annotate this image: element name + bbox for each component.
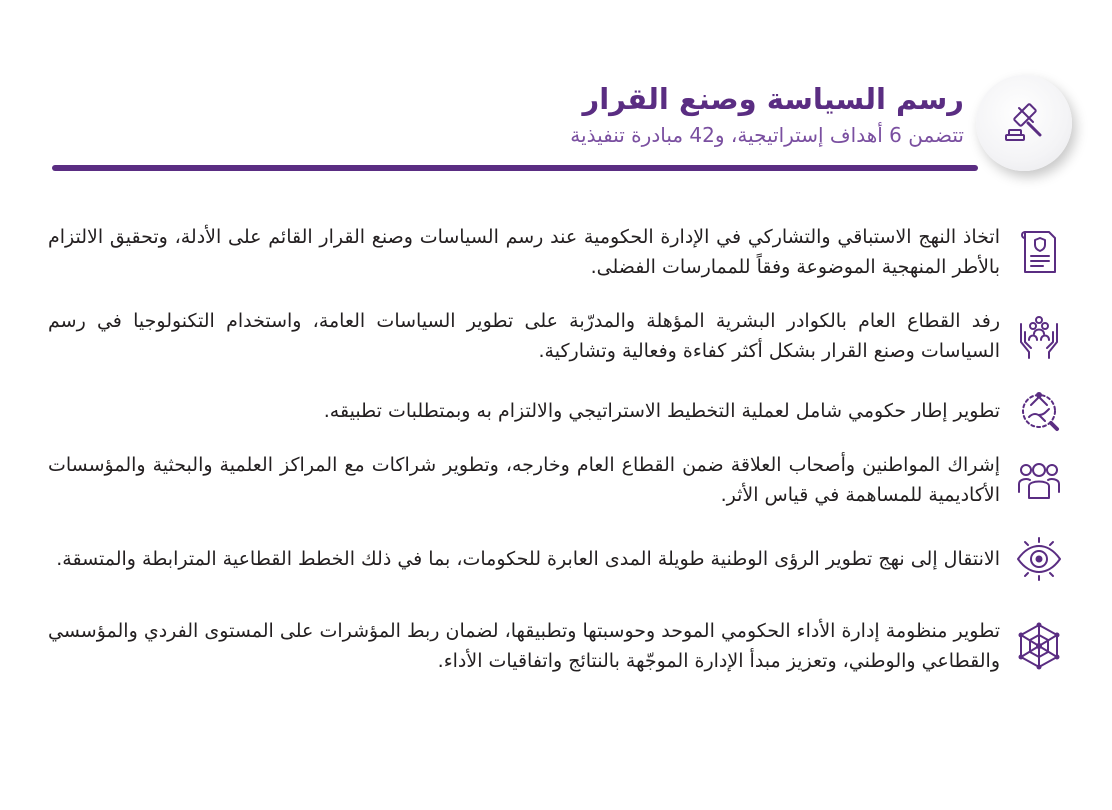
objective-text: اتخاذ النهج الاستباقي والتشاركي في الإدارة الحكومية عند رسم السياسات وصنع القرار القائم على الأدلة، وتحقيق الالتزام بالأطر المنهجية الموضوعة وفقاً للممارسات الفضلى. <box>48 226 1000 278</box>
page-subtitle: تتضمن 6 أهداف إستراتيجية، و42 مبادرة تنفيذية <box>570 123 964 147</box>
objective-item-4 <box>48 450 1064 510</box>
network-hexagon-icon <box>1014 621 1064 671</box>
hands-people-icon <box>1014 311 1064 361</box>
objective-item-1 <box>48 222 1064 282</box>
eye-vision-icon <box>1014 534 1064 584</box>
header-divider <box>52 165 978 171</box>
objective-text: الانتقال إلى نهج تطوير الرؤى الوطنية طويلة المدى العابرة للحكومات، بما في ذلك الخطط القطاعية المترابطة والمتسقة. <box>56 548 1000 570</box>
objective-text: تطوير منظومة إدارة الأداء الحكومي الموحد وحوسبتها وتطبيقها، لضمان ربط المؤشرات على المستوى الفردي والمؤسسي والقطاعي والوطني، وتعزيز مبدأ الإدارة الموجّهة بالنتائج واتفاقيات الأداء. <box>48 620 1000 672</box>
gavel-icon <box>1000 99 1048 147</box>
objective-text: تطوير إطار حكومي شامل لعملية التخطيط الاستراتيجي والالتزام به وبمتطلبات تطبيقه. <box>323 400 1000 422</box>
document-certificate-icon <box>1014 227 1064 277</box>
objective-item-5 <box>48 534 1064 584</box>
objective-item-3 <box>48 386 1064 436</box>
header-icon-badge <box>976 75 1072 171</box>
objective-item-2 <box>48 306 1064 366</box>
gear-hand-pen-icon <box>1014 386 1064 436</box>
people-group-icon <box>1014 455 1064 505</box>
page-title: رسم السياسة وصنع القرار <box>582 82 964 116</box>
objective-text: إشراك المواطنين وأصحاب العلاقة ضمن القطاع العام وخارجه، وتطوير شراكات مع المراكز العلمية والبحثية والمؤسسات الأكاديمية للمساهمة في قياس الأثر. <box>48 454 1000 506</box>
header <box>570 80 964 150</box>
objective-text: رفد القطاع العام بالكوادر البشرية المؤهلة والمدرّبة على تطوير السياسات العامة، واستخدام التكنولوجيا في رسم السياسات وصنع القرار بشكل أكثر كفاءة وفعالية وتشاركية. <box>48 310 1000 362</box>
objective-item-6 <box>48 616 1064 676</box>
